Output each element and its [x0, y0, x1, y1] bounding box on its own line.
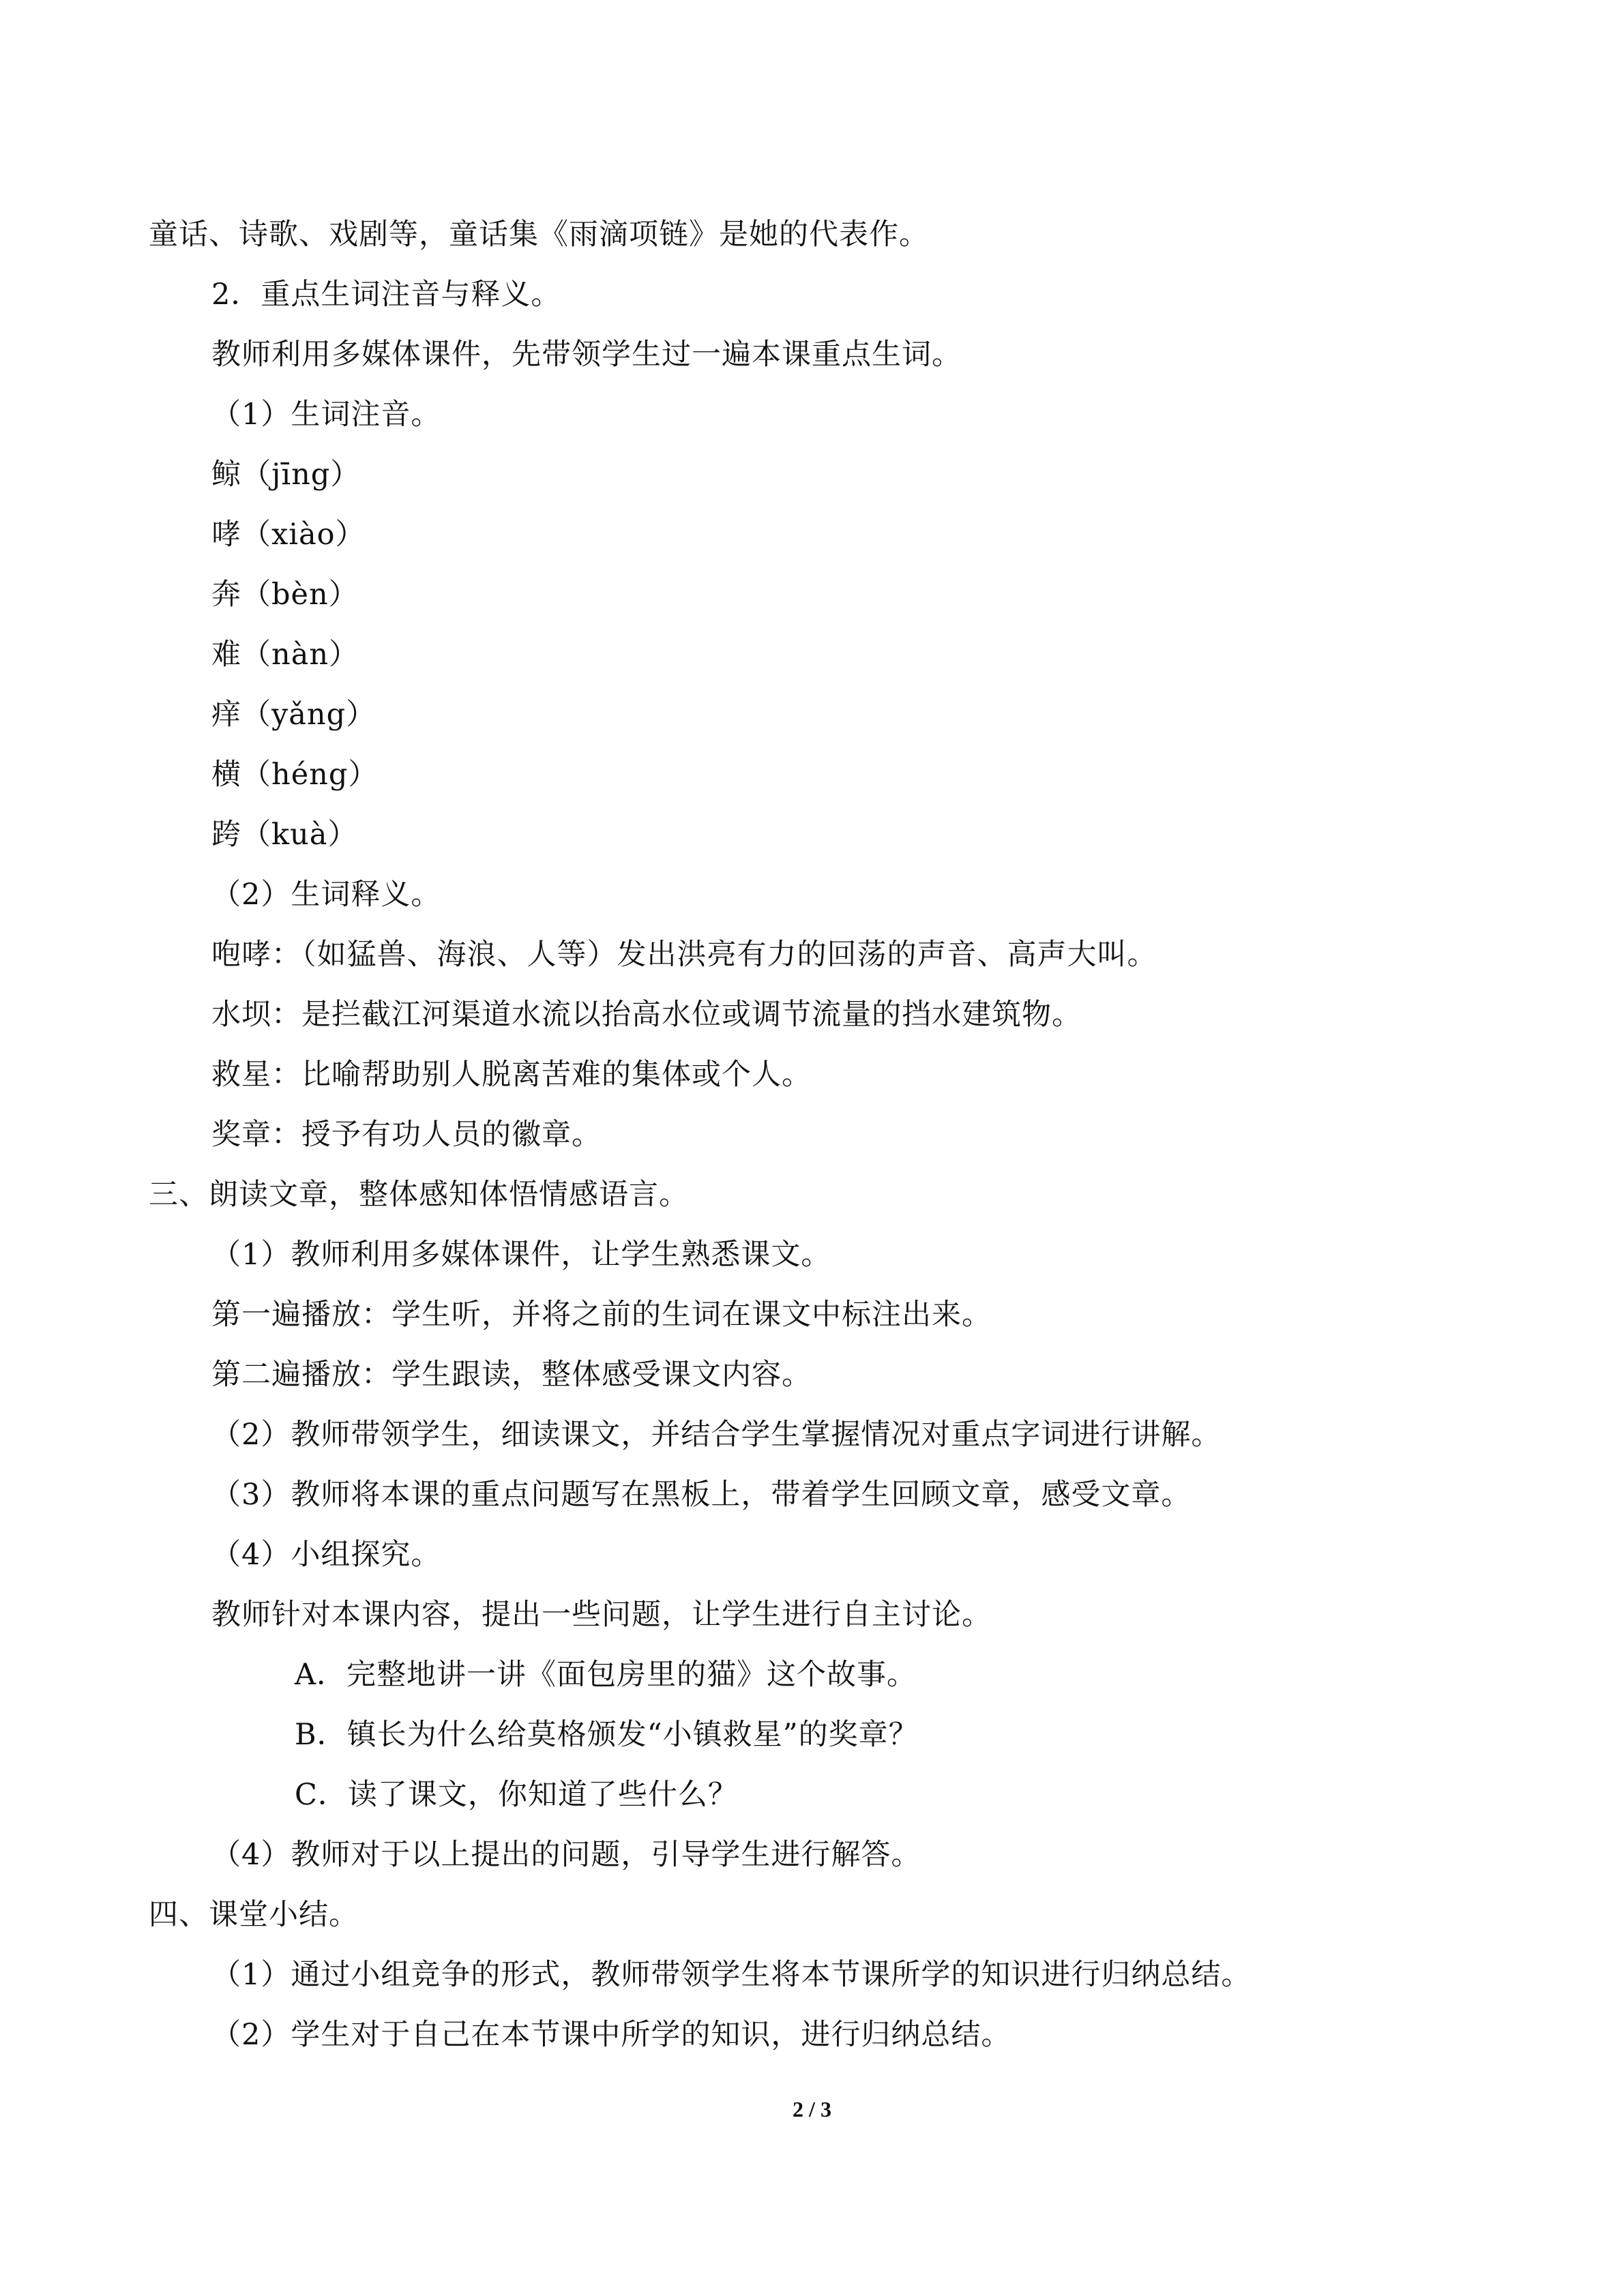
text-line: 童话、诗歌、戏剧等，童话集《雨滴项链》是她的代表作。 — [149, 218, 929, 252]
question-item: C．读了课文，你知道了些什么？ — [295, 1778, 738, 1812]
text-line: （1）生词注音。 — [211, 398, 441, 432]
text-line: 奔（bèn） — [211, 578, 359, 612]
text-line: 咆哮：（如猛兽、海浪、人等）发出洪亮有力的回荡的声音、高声大叫。 — [211, 938, 1157, 972]
text-line: 教师利用多媒体课件，先带领学生过一遍本课重点生词。 — [211, 338, 962, 372]
text-line: 第二遍播放：学生跟读，整体感受课文内容。 — [211, 1358, 812, 1392]
text-line: （1）通过小组竞争的形式，教师带领学生将本节课所学的知识进行归纳总结。 — [211, 1958, 1252, 1992]
section-heading: 三、朗读文章，整体感知体悟情感语言。 — [149, 1178, 689, 1212]
page-number: 2 / 3 — [793, 2097, 831, 2121]
text-line: （2）生词释义。 — [211, 878, 441, 912]
text-line: 第一遍播放：学生听，并将之前的生词在课文中标注出来。 — [211, 1298, 992, 1332]
text-line: 哮（xiào） — [211, 518, 366, 552]
text-line: 难（nàn） — [211, 638, 359, 672]
text-line: 教师针对本课内容，提出一些问题，让学生进行自主讨论。 — [211, 1598, 992, 1632]
question-item: B．镇长为什么给莫格颁发“小镇救星”的奖章？ — [295, 1718, 919, 1752]
text-line: 2．重点生词注音与释义。 — [211, 278, 561, 312]
text-line: （4）小组探究。 — [211, 1538, 441, 1572]
text-line: 跨（kuà） — [211, 818, 358, 852]
text-line: 痒（yǎng） — [211, 698, 377, 732]
question-item: A．完整地讲一讲《面包房里的猫》这个故事。 — [295, 1658, 917, 1692]
text-line: （1）教师利用多媒体课件，让学生熟悉课文。 — [211, 1238, 831, 1272]
text-line: （3）教师将本课的重点问题写在黑板上，带着学生回顾文章，感受文章。 — [211, 1478, 1192, 1512]
text-line: 水坝：是拦截江河渠道水流以抬高水位或调节流量的挡水建筑物。 — [211, 998, 1082, 1032]
section-heading: 四、课堂小结。 — [149, 1898, 359, 1932]
text-line: 鲸（jīng） — [211, 458, 361, 492]
text-line: （4）教师对于以上提出的问题，引导学生进行解答。 — [211, 1838, 921, 1872]
text-line: （2）教师带领学生，细读课文，并结合学生掌握情况对重点字词进行讲解。 — [211, 1418, 1222, 1452]
text-line: 横（héng） — [211, 758, 379, 792]
text-line: 奖章：授予有功人员的徽章。 — [211, 1118, 602, 1152]
text-line: 救星：比喻帮助别人脱离苦难的集体或个人。 — [211, 1058, 812, 1092]
text-line: （2）学生对于自己在本节课中所学的知识，进行归纳总结。 — [211, 2018, 1012, 2052]
